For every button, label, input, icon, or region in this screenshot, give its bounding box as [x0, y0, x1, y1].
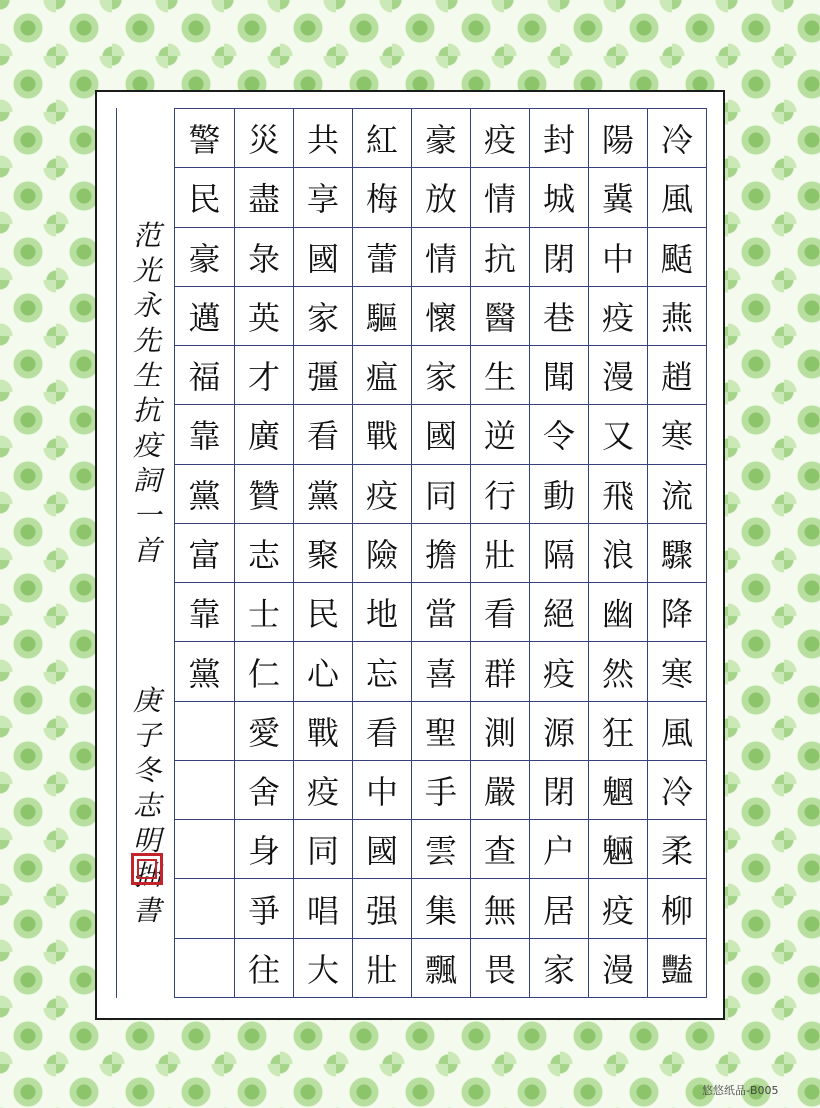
- grid-cell: [175, 939, 234, 997]
- grid-cell: 疫: [589, 879, 647, 938]
- grid-cell: 中: [589, 228, 647, 287]
- grid-cell: 紅: [353, 109, 411, 168]
- grid-cell: 狂: [589, 702, 647, 761]
- grid-cell: 行: [471, 465, 529, 524]
- grid-cell: 身: [235, 820, 293, 879]
- grid-cell: 志: [235, 524, 293, 583]
- grid-cell: 英: [235, 287, 293, 346]
- title-char: 生: [132, 359, 161, 392]
- signature-char: 庚: [132, 684, 161, 717]
- grid-cell: 漫: [601, 950, 634, 989]
- grid-cell: 嚴: [471, 761, 529, 820]
- title-char: 抗: [132, 394, 161, 427]
- grid-cell: 忘: [353, 642, 411, 701]
- grid-cell: 愛: [235, 702, 293, 761]
- grid-cell: 封: [530, 109, 588, 168]
- poem-column: [411, 109, 470, 997]
- grid-cell: 擔: [412, 524, 470, 583]
- grid-cell: [175, 820, 234, 879]
- grid-cell: 看: [353, 702, 411, 761]
- grid-cell: 寒: [648, 405, 706, 464]
- grid-cell: 壯: [471, 524, 529, 583]
- grid-cell: 巷: [530, 287, 588, 346]
- grid-cell: 福: [175, 346, 234, 405]
- grid-cell: 共: [294, 109, 352, 168]
- grid-cell: 梅: [353, 168, 411, 227]
- grid-cell: 疫: [471, 109, 529, 168]
- grid-cell: 警: [175, 109, 234, 168]
- title-char: 疫: [132, 429, 161, 462]
- grid-cell: 唱: [294, 879, 352, 938]
- grid-cell: 大: [306, 950, 339, 989]
- signature-char: 書: [132, 894, 161, 927]
- grid-cell: 群: [471, 642, 529, 701]
- grid-cell: 靠: [175, 405, 234, 464]
- grid-cell: 地: [353, 583, 411, 642]
- grid-cell: 颳: [648, 228, 706, 287]
- grid-cell: 富: [175, 524, 234, 583]
- grid-cell: 陽: [589, 109, 647, 168]
- grid-cell: 情: [471, 168, 529, 227]
- signature-char: 冬: [132, 754, 161, 787]
- poem-column: [293, 109, 352, 997]
- grid-cell: 國: [294, 228, 352, 287]
- grid-cell: [175, 879, 234, 938]
- grid-cell: 家: [294, 287, 352, 346]
- grid-cell: 手: [412, 761, 470, 820]
- grid-cell: 壯: [365, 950, 398, 989]
- grid-cell: 當: [412, 583, 470, 642]
- grid-cell: 畏: [483, 950, 516, 989]
- grid-cell: [175, 702, 234, 761]
- grid-cell: 盡: [235, 168, 293, 227]
- signature-char: 明: [132, 824, 161, 857]
- grid-cell: 廣: [235, 405, 293, 464]
- grid-cell: 冀: [589, 168, 647, 227]
- grid-cell: 趙: [648, 346, 706, 405]
- grid-cell: 源: [530, 702, 588, 761]
- grid-cell: 測: [471, 702, 529, 761]
- grid-cell: 柔: [648, 820, 706, 879]
- grid-cell: 黨: [294, 465, 352, 524]
- grid-cell: 黨: [175, 465, 234, 524]
- grid-cell: 疫: [294, 761, 352, 820]
- seal-inner-frame: [137, 859, 157, 879]
- grid-cell: 同: [294, 820, 352, 879]
- grid-cell: 蕾: [353, 228, 411, 287]
- grid-cell: 降: [648, 583, 706, 642]
- grid-cell: 舍: [235, 761, 293, 820]
- grid-cell: 情: [412, 228, 470, 287]
- title-char: 詞: [132, 464, 161, 497]
- grid-cell: 居: [530, 879, 588, 938]
- poem-grid: [174, 108, 707, 998]
- grid-cell: 災: [235, 109, 293, 168]
- title-char: 光: [132, 254, 161, 287]
- grid-cell: 冷: [648, 761, 706, 820]
- signature-char: 子: [132, 719, 161, 752]
- grid-cell: 生: [471, 346, 529, 405]
- grid-cell: 漫: [589, 346, 647, 405]
- grid-cell: 又: [589, 405, 647, 464]
- grid-cell: 隔: [530, 524, 588, 583]
- grid-cell: 城: [530, 168, 588, 227]
- grid-cell: 民: [175, 168, 234, 227]
- grid-cell: 集: [412, 879, 470, 938]
- grid-cell: 强: [353, 879, 411, 938]
- grid-cell: 同: [412, 465, 470, 524]
- grid-cell: 戰: [353, 405, 411, 464]
- grid-cell: 驟: [648, 524, 706, 583]
- grid-cell: 飄: [424, 950, 457, 989]
- grid-cell: 戰: [294, 702, 352, 761]
- grid-cell: 風: [648, 168, 706, 227]
- grid-cell: 絕: [530, 583, 588, 642]
- grid-cell: 往: [247, 950, 280, 989]
- title-char: 一: [132, 499, 161, 532]
- grid-cell: 彊: [294, 346, 352, 405]
- grid-cell: 然: [589, 642, 647, 701]
- grid-cell: 柳: [648, 879, 706, 938]
- grid-cell: 豪: [412, 109, 470, 168]
- title-char: 永: [132, 289, 161, 322]
- grid-cell: 查: [471, 820, 529, 879]
- grid-cell: 聖: [412, 702, 470, 761]
- signature: [125, 683, 169, 928]
- grid-cell: 令: [530, 405, 588, 464]
- grid-cell: [175, 761, 234, 820]
- signature-char: 志: [132, 789, 161, 822]
- grid-cell: 靠: [175, 583, 234, 642]
- poem-column: [529, 109, 588, 997]
- grid-cell: 看: [294, 405, 352, 464]
- grid-cell: 無: [471, 879, 529, 938]
- poem-column: [588, 109, 647, 997]
- grid-cell: 豪: [175, 228, 234, 287]
- grid-cell: 放: [412, 168, 470, 227]
- title-char: 首: [132, 534, 161, 567]
- signature-char: 拙: [132, 859, 161, 892]
- grid-cell: 動: [530, 465, 588, 524]
- grid-cell: 風: [648, 702, 706, 761]
- poem-column: [175, 109, 234, 997]
- grid-cell: 心: [294, 642, 352, 701]
- grid-cell: 閉: [530, 761, 588, 820]
- grid-cell: 豔: [660, 950, 693, 989]
- grid-cell: 冷: [648, 109, 706, 168]
- grid-cell: 家: [412, 346, 470, 405]
- grid-cell: 醫: [471, 287, 529, 346]
- poem-title: [125, 218, 169, 568]
- grid-cell: 國: [412, 405, 470, 464]
- grid-cell: 疫: [530, 642, 588, 701]
- grid-cell: 燕: [648, 287, 706, 346]
- grid-cell: 驅: [353, 287, 411, 346]
- grid-cell: 浪: [589, 524, 647, 583]
- title-char: 范: [132, 219, 161, 252]
- product-code: 悠悠纸品-B005: [702, 1084, 779, 1097]
- grid-cell: 幽: [589, 583, 647, 642]
- grid-cell: 民: [294, 583, 352, 642]
- grid-cell: 閉: [530, 228, 588, 287]
- heading-column: [116, 108, 174, 998]
- title-char: 先: [132, 324, 161, 357]
- grid-cell: 國: [353, 820, 411, 879]
- poem-column: [234, 109, 293, 997]
- grid-cell: 中: [353, 761, 411, 820]
- grid-cell: 士: [235, 583, 293, 642]
- grid-cell: 懷: [412, 287, 470, 346]
- grid-cell: 爭: [235, 879, 293, 938]
- red-seal-stamp: [131, 853, 163, 885]
- grid-cell: 喜: [412, 642, 470, 701]
- grid-cell: 邁: [175, 287, 234, 346]
- grid-cell: 寒: [648, 642, 706, 701]
- grid-cell: 户: [530, 820, 588, 879]
- grid-cell: 仁: [235, 642, 293, 701]
- grid-cell: 飛: [589, 465, 647, 524]
- grid-cell: 魍: [589, 761, 647, 820]
- grid-cell: 黨: [175, 642, 234, 701]
- grid-cell: 雲: [412, 820, 470, 879]
- poem-column: [470, 109, 529, 997]
- grid-cell: 享: [294, 168, 352, 227]
- grid-cell: 抗: [471, 228, 529, 287]
- grid-cell: 瘟: [353, 346, 411, 405]
- grid-cell: 險: [353, 524, 411, 583]
- grid-cell: 魎: [589, 820, 647, 879]
- grid-cell: 才: [235, 346, 293, 405]
- grid-cell: 家: [542, 950, 575, 989]
- grid-cell: 逆: [471, 405, 529, 464]
- grid-cell: 聚: [294, 524, 352, 583]
- grid-cell: 贊: [235, 465, 293, 524]
- grid-cell: 疫: [589, 287, 647, 346]
- grid-cell: 看: [471, 583, 529, 642]
- grid-cell: 流: [648, 465, 706, 524]
- poem-column: [647, 109, 706, 997]
- grid-cell: 彔: [235, 228, 293, 287]
- grid-cell: 聞: [530, 346, 588, 405]
- poem-column: [352, 109, 411, 997]
- grid-cell: 疫: [353, 465, 411, 524]
